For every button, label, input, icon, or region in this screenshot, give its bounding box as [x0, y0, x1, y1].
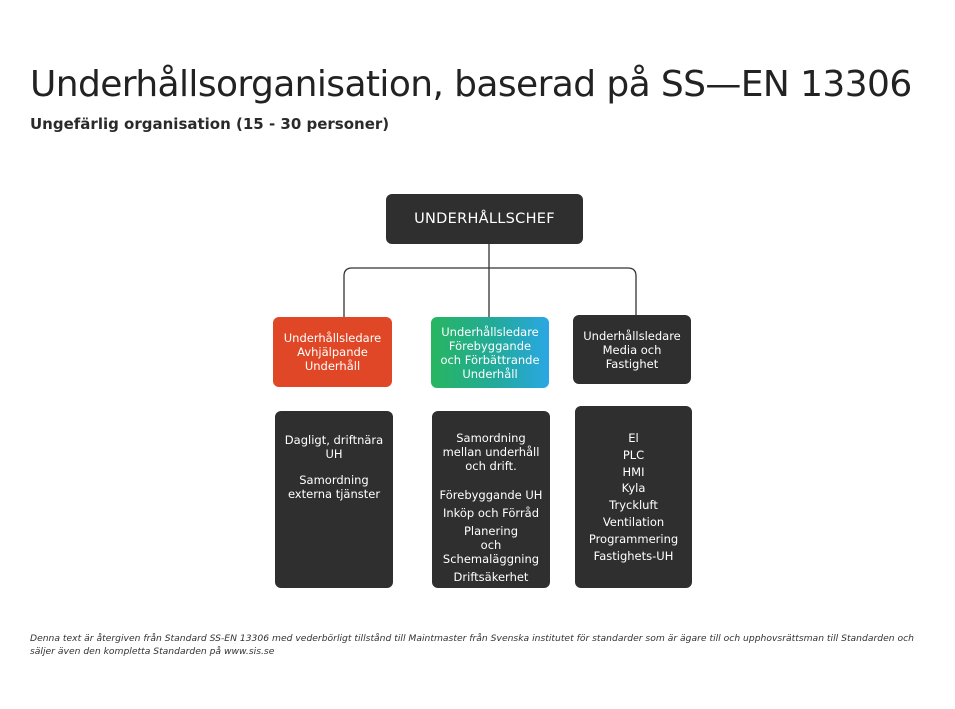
detail-item: Programmering [588, 531, 679, 546]
lead-line: Underhåll [304, 359, 361, 373]
detail-line: externa tjänster [287, 487, 381, 501]
detail-line: Samordning [299, 473, 369, 487]
detail-line: Planering [463, 524, 519, 538]
detail-line: Schemaläggning [442, 552, 540, 566]
chief-box [386, 194, 583, 244]
page-title: Underhållsorganisation, baserad på SS—EN 13306 [30, 64, 912, 105]
detail-line: och drift. [465, 459, 517, 473]
lead-line: Underhållsledare [283, 331, 382, 345]
lead-line: Underhållsledare [441, 324, 539, 339]
lead-line: Media och Fastighet [602, 342, 662, 371]
lead-box-media-facility [573, 315, 691, 384]
detail-line: och [480, 538, 502, 552]
lead-line: Underhållsledare [583, 328, 681, 343]
detail-item: El [628, 431, 639, 445]
connector-branch [344, 268, 636, 317]
detail-item: Fastighets-UH [593, 548, 674, 563]
detail-item: PLC [622, 447, 645, 462]
detail-item: Tryckluft [609, 498, 658, 513]
detail-line: mellan underhåll [442, 445, 540, 459]
detail-item: Kyla [621, 481, 646, 496]
detail-line: UH [325, 447, 343, 461]
detail-line: Dagligt, driftnära [284, 433, 384, 447]
detail-box-corrective [275, 411, 393, 588]
lead-line: Avhjälpande [297, 345, 368, 359]
lead-line: Underhåll [462, 366, 518, 381]
detail-item: HMI [622, 464, 645, 479]
detail-line: Samordning [456, 431, 526, 445]
chief-label: UNDERHÅLLSCHEF [414, 211, 555, 227]
lead-line: Förebyggande [448, 338, 532, 353]
lead-box-corrective [273, 317, 392, 387]
page-subtitle: Ungefärlig organisation (15 - 30 personer) [30, 115, 390, 133]
detail-box-media-facility [575, 406, 692, 588]
detail-item: Förebyggande UH [439, 488, 543, 502]
lead-box-preventive [431, 317, 549, 388]
lead-line: och Förbättrande [440, 352, 540, 367]
copyright-footnote: Denna text är återgiven från Standard SS-EN 13306 med vederbörligt tillstånd till Maintmaster från Svenska institutet för standarder som är ägare till och upphovsrättsman till Standarden och säljer även den kompletta Standarden på www.sis.se [30, 633, 914, 657]
detail-item: Inköp och Förråd [442, 506, 540, 520]
detail-item: Driftsäkerhet [453, 570, 529, 584]
detail-box-preventive [432, 411, 550, 588]
detail-item: Ventilation [602, 514, 665, 529]
